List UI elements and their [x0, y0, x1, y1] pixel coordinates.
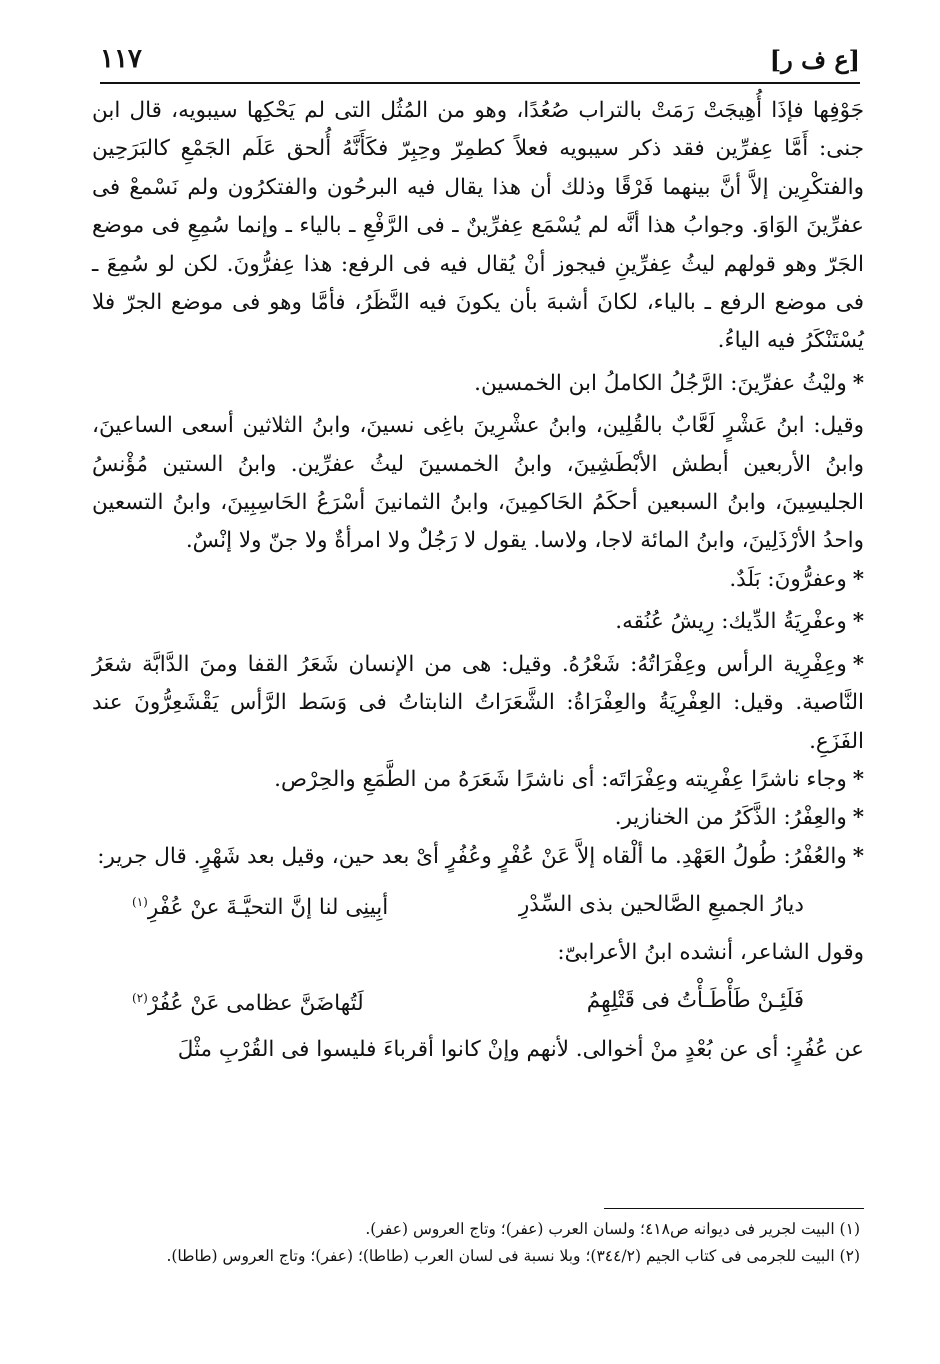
entry-text: وعِفْرِية الرأس وعِفْرَاتُهُ: شَعْرُهُ. وقيل: هى من الإنسان شَعَرُ القفا ومنَ الدَّابَّة شعَرُ النَّاصية. وقيل: العِفْرِيَةُ والعِفْرَاةُ: الشَّعَرَاتُ النابتاتُ فى وَسَط الرَّأس يَقْشَعِرُّونَ عند الفَزَعِ.	[92, 651, 864, 754]
verse-jarir	[92, 876, 864, 934]
root-letters: [ع ف ر]	[769, 45, 860, 74]
entry-star: *	[852, 766, 864, 792]
footnote-ref: (٢)	[132, 991, 148, 1006]
paragraph-qila: وقيل: ابنُ عَشْرٍ لَعَّابٌ بالقُلِين، وابنُ عشْرِينَ باغِى نسينَ، وابنُ الثلاثين أسعى الساعينَ، وابنُ الأربعين أبطش الأبْطَشِينَ، وابنُ الخمسينَ ليثُ عفرِّين. وابنُ الستين مُؤْنسُ الجليسِينَ، وابنُ السبعين أحكَمُ الحَاكمِينَ، وابنُ الثمانينَ أسْرَعُ الحَاسِبِينَ، وابنُ التسعين واحدُ الأرْذَلِينَ، وابنُ المائة لاجا، ولاسا. يقول لا رَجُلٌ ولا امرأةٌ ولا جنّ ولا إنْسٌ.	[92, 413, 864, 554]
footnote-2: (٢) البيت للجرمى فى كتاب الجيم (٣٤٤/٢)؛ وبلا نسبة فى لسان العرب (طاطا)؛ (عفر)؛ وتاج العروس (طاطا).	[166, 1247, 860, 1265]
main-text	[92, 92, 864, 1069]
footnotes	[96, 1216, 860, 1270]
entry-text: والعِفْرُ: الذَّكَرُ من الخنازير.	[614, 805, 847, 831]
entry-star: *	[852, 370, 864, 396]
entry-text: وعفرُّونَ: بَلَدٌ.	[729, 566, 847, 592]
header-rule	[100, 82, 860, 84]
entry-text: وجاء ناشرًا عِفْرِيته وعِفْرَاتَه: أى ناشرًا شَعَرَهُ من الطَّمَعِ والحِرْص.	[274, 766, 847, 792]
page-header	[100, 30, 860, 74]
verse-shaer	[92, 973, 864, 1031]
last-line: عن عُفُرٍ: أى عن بُعْدٍ منْ أخوالى. لأنهم وإنْ كانوا أقرباءَ فليسوا فى القُرْبِ مثْلَ	[177, 1036, 864, 1062]
entry-ifr	[92, 799, 864, 837]
entry-text: وعفْرِيَةُ الدِّيك: رِيشُ عُنُقه.	[615, 609, 847, 635]
entry-afrun	[92, 561, 864, 599]
verse-text: لَتُهاضَنَّ عظامى عَنْ عُفُرْ	[147, 991, 364, 1017]
verse-first-hemistich: ديارُ الجميعِ الصَّالحين بذى السِّدْرِ	[518, 891, 804, 917]
verse-first-hemistich: فَلَئِـنْ طَأْطَـأْتُ فى قَتْلِهِمُ	[586, 988, 804, 1014]
footnote-rule	[604, 1208, 864, 1209]
entry-layth	[92, 365, 864, 403]
entry-star: *	[852, 843, 864, 869]
verse-second-hemistich	[132, 979, 364, 1024]
shaer-line: وقول الشاعر، أنشده ابنُ الأعرابىّ:	[557, 940, 864, 966]
entry-star: *	[852, 609, 864, 635]
entry-star: *	[852, 805, 864, 831]
page-number: ١١٧	[100, 44, 142, 74]
paragraph-intro: جَوْفِها فإذَا أُهِيجَتْ رَمَتْ بالتراب صُعُدًا، وهو من المُثُل التى لم يَحْكِها سيبويه، قال ابن جنى: أَمَّا عِفرِّين فقد ذكر سيبويه فعلاً كطمِرّ وحِبِرّ فكَأَنَّهُ أُلحق عَلَم الجَمْعِ كالبَرَحِين والفتكْرِين إلاَّ أنَّ بينهما فَرْقًا وذلك أن هذا يقال فيه البرحُون والفتكرُون ولم نَسْمعْ فى عفرِّينَ الوَاوَ. وجوابُ هذا أنَّه لم يُسْمَع عِفرِّينٌ ـ فى الرَّفْعِ ـ بالياء ـ وإنما سُمِعِ فى موضع الجَرّ وهو قولهم ليثُ عِفرِّينِ فيجوز أنْ يُقال فيه فى الرفع: هذا عِفرُّونَ. لكن لو سُمِعَ ـ فى موضع الرفع ـ بالياء، لكانَ أشبهَ بأن يكونَ فيه النَّظَرُ، فأمَّا وهو فى موضع الجرّ فلا يُسْتَنْكَرُ فيه الياءُ.	[92, 98, 864, 354]
footnote-1: (١) البيت لجرير فى ديوانه ص٤١٨؛ ولسان العرب (عفر)؛ وتاج العروس (عفر).	[365, 1220, 860, 1238]
verse-second-hemistich	[132, 883, 388, 928]
entry-nashir	[92, 761, 864, 799]
entry-star: *	[852, 651, 864, 677]
entry-ufr	[92, 838, 864, 876]
entry-text: والعُفْرُ: طُولُ العَهْدِ. ما ألْقاه إلاَّ عَنْ عُفْرٍ وعُفُرٍ أىْ بعد حين، وقيل بعد شَهْرٍ. قال جرير:	[97, 843, 847, 869]
verse-text: أبِينِى لنا إنَّ التحيَّـةَ عنْ عُفْرِ	[147, 895, 389, 920]
footnote-ref: (١)	[132, 894, 148, 909]
entry-dik	[92, 603, 864, 641]
entry-star: *	[852, 566, 864, 592]
entry-text: وليْثُ عفرِّينَ: الرَّجُلُ الكاملُ ابن الخمسين.	[474, 370, 847, 396]
entry-ras	[92, 646, 864, 761]
